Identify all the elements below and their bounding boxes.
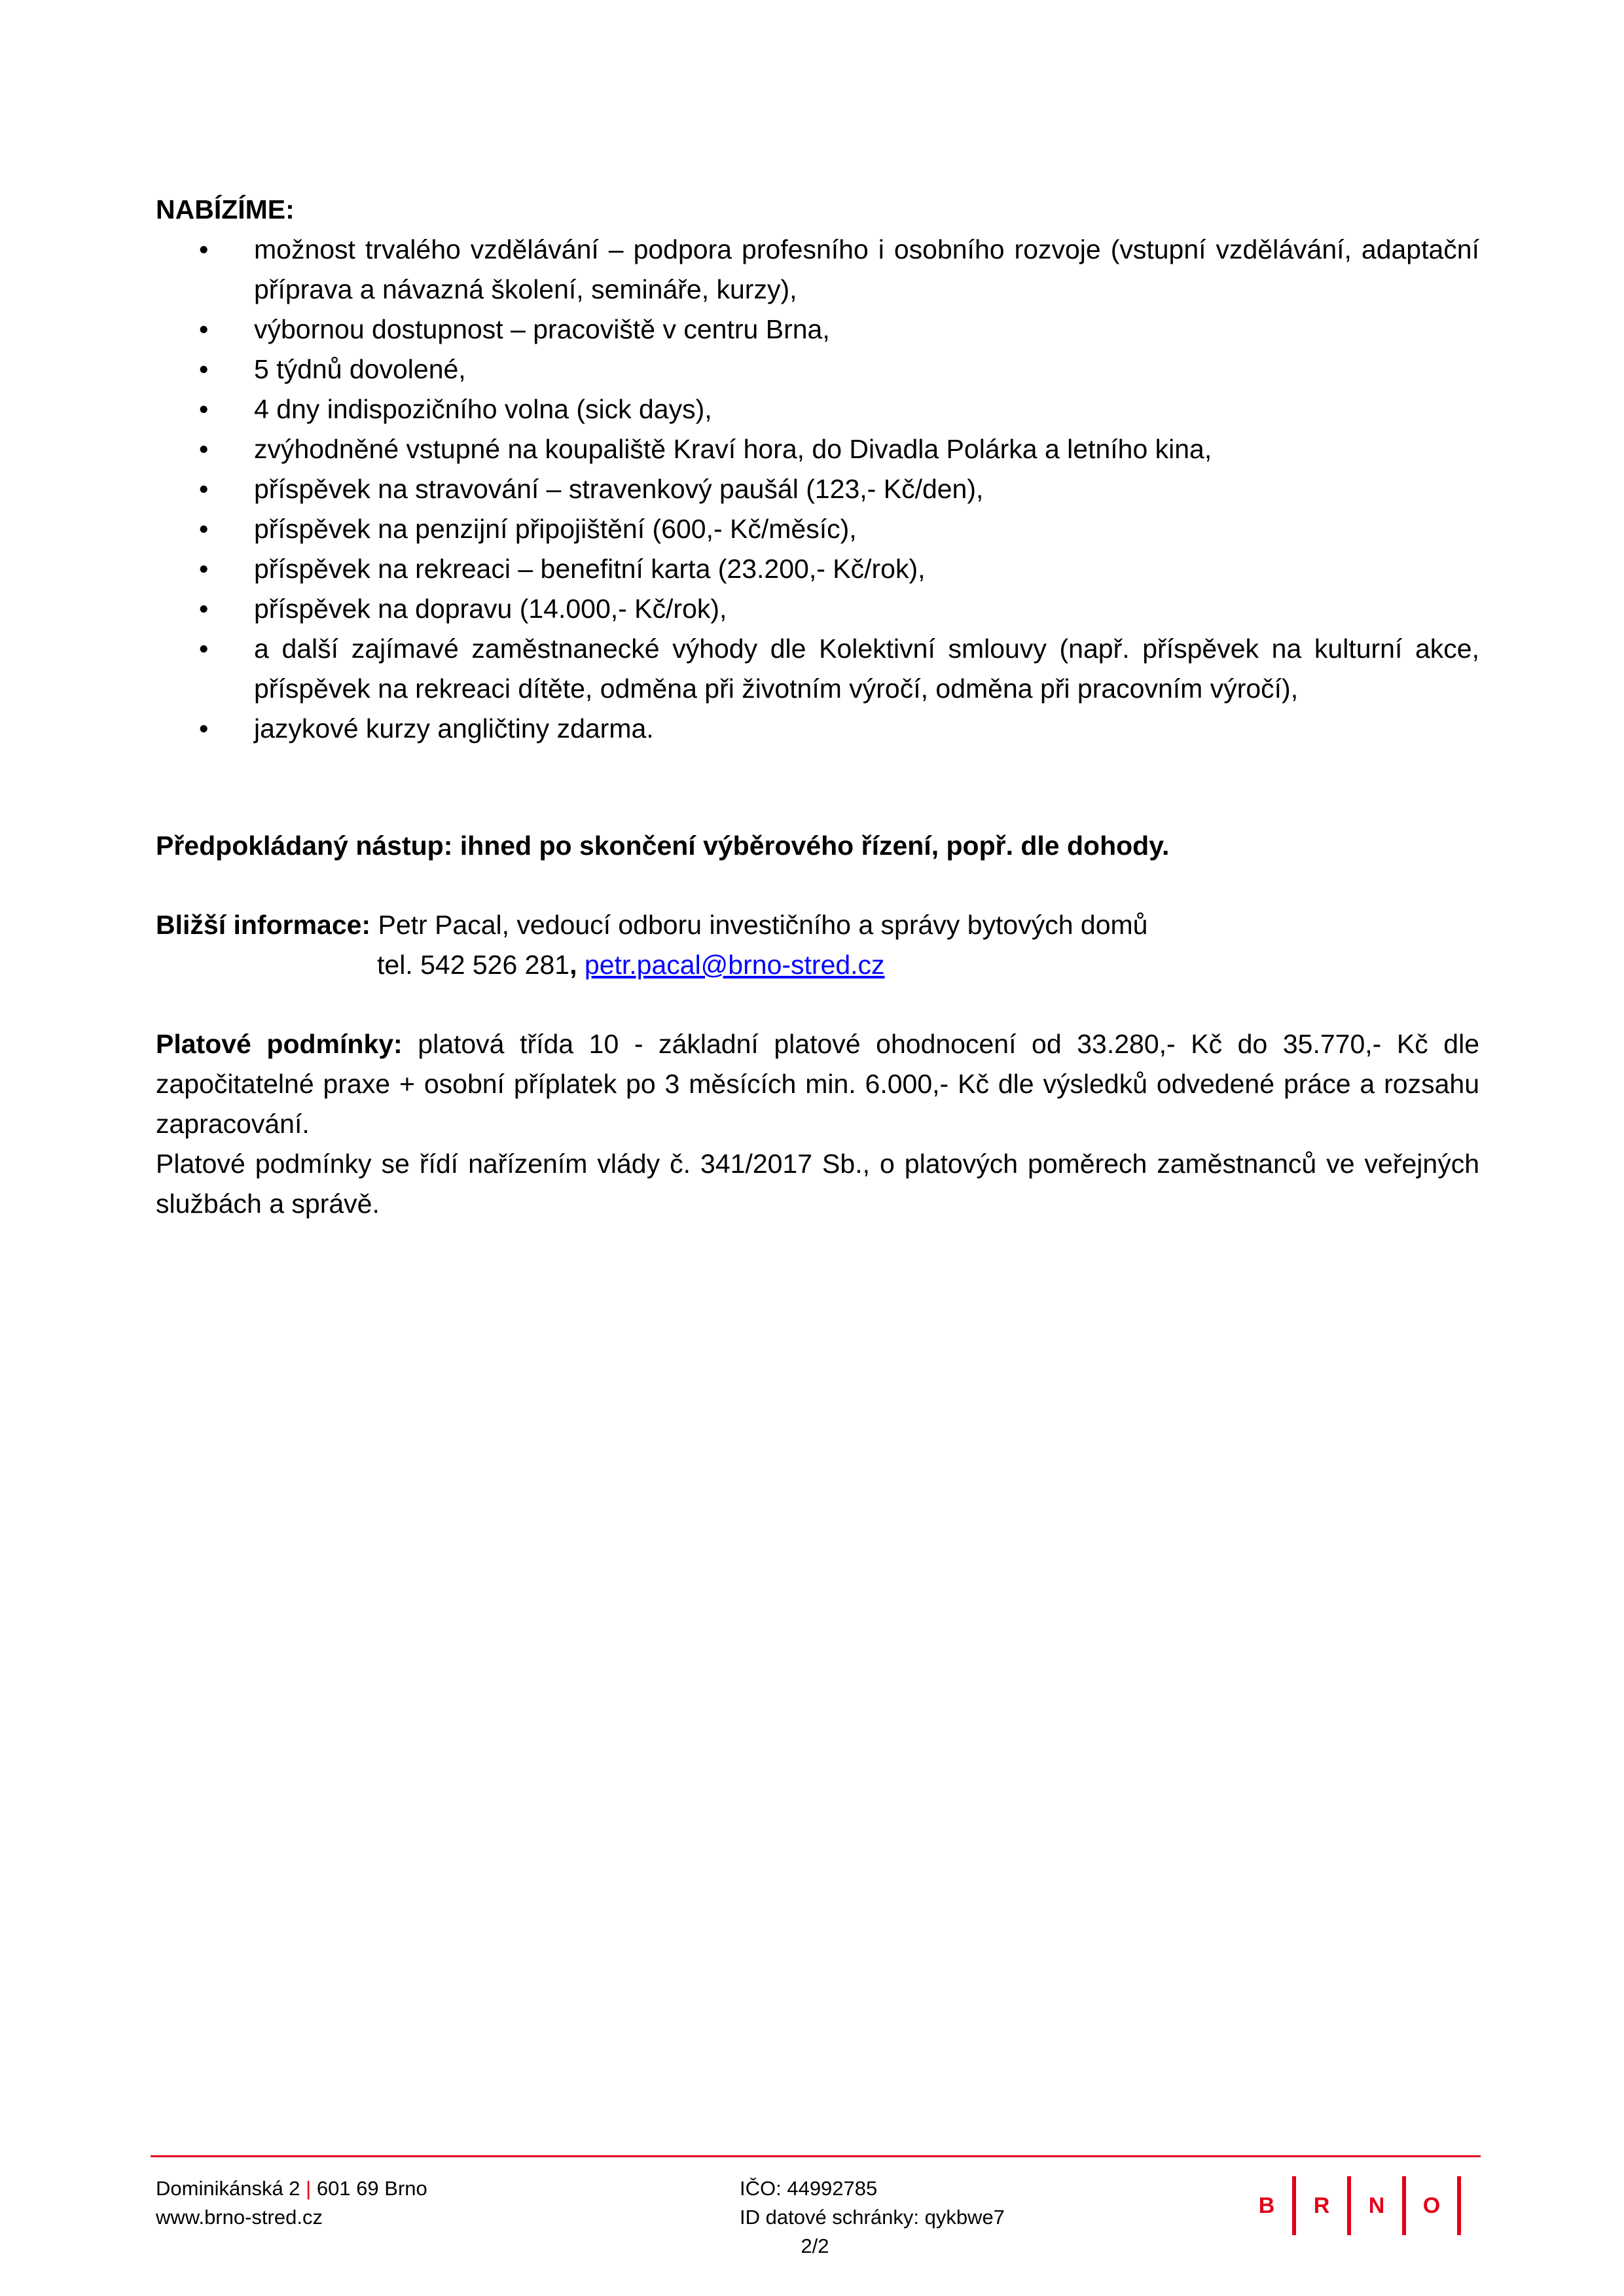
footer-divider bbox=[151, 2155, 1481, 2157]
footer-web: www.brno-stred.cz bbox=[156, 2206, 323, 2229]
bullet-icon: • bbox=[199, 474, 209, 504]
list-item bbox=[156, 310, 1479, 350]
contact-person: Petr Pacal, vedoucí odboru investičního a správy bytových domů bbox=[370, 910, 1148, 940]
list-item-text: příspěvek na stravování – stravenkový paušál (123,- Kč/den), bbox=[254, 474, 984, 504]
list-item bbox=[156, 629, 1479, 709]
logo-letter: O bbox=[1422, 2193, 1441, 2218]
footer-ico: IČO: 44992785 bbox=[740, 2177, 878, 2200]
list-item-text: možnost trvalého vzdělávání – podpora profesního i osobního rozvoje (vstupní vzdělávání, adaptační příprava a návazná školení, semináře, kurzy), bbox=[254, 234, 1479, 304]
benefits-list bbox=[156, 230, 1479, 749]
list-item bbox=[156, 509, 1479, 549]
list-item bbox=[156, 469, 1479, 509]
document-body bbox=[156, 190, 1479, 1224]
footer-address-line bbox=[156, 2174, 427, 2203]
list-item bbox=[156, 709, 1479, 749]
bullet-icon: • bbox=[199, 634, 209, 664]
list-item bbox=[156, 230, 1479, 310]
list-item-text: příspěvek na rekreaci – benefitní karta (23.200,- Kč/rok), bbox=[254, 554, 926, 584]
salary-section bbox=[156, 1024, 1479, 1144]
logo-letter: N bbox=[1368, 2193, 1385, 2218]
list-item-text: zvýhodněné vstupné na koupaliště Kraví hora, do Divadla Polárka a letního kina, bbox=[254, 434, 1212, 464]
salary-label: Platové podmínky: bbox=[156, 1029, 403, 1059]
offer-heading: NABÍZÍME: bbox=[156, 194, 295, 224]
footer-databox: ID datové schránky: qykbwe7 bbox=[740, 2206, 1005, 2229]
logo-bar bbox=[1457, 2176, 1461, 2235]
list-item bbox=[156, 589, 1479, 629]
list-item-text: příspěvek na dopravu (14.000,- Kč/rok), bbox=[254, 594, 727, 624]
list-item-text: 5 týdnů dovolené, bbox=[254, 354, 466, 384]
page-number: 2/2 bbox=[801, 2234, 829, 2257]
footer-address bbox=[156, 2174, 427, 2232]
start-date-paragraph: Předpokládaný nástup: ihned po skončení výběrového řízení, popř. dle dohody. bbox=[156, 831, 1170, 861]
bullet-icon: • bbox=[199, 234, 209, 264]
bullet-icon: • bbox=[199, 514, 209, 544]
list-item-text: příspěvek na penzijní připojištění (600,- Kč/měsíc), bbox=[254, 514, 857, 544]
list-item bbox=[156, 350, 1479, 389]
contact-phone: tel. 542 526 281 bbox=[377, 950, 570, 980]
bullet-icon: • bbox=[199, 594, 209, 624]
contact-details-line bbox=[156, 945, 1479, 985]
list-item bbox=[156, 549, 1479, 589]
list-item-text: 4 dny indispozičního volna (sick days), bbox=[254, 394, 712, 424]
brno-logo bbox=[1241, 2176, 1461, 2235]
bullet-icon: • bbox=[199, 394, 209, 424]
bullet-icon: • bbox=[199, 713, 209, 744]
footer-pipe: | bbox=[306, 2177, 312, 2200]
list-item-text: a další zajímavé zaměstnanecké výhody dle Kolektivní smlouvy (např. příspěvek na kulturní akce, příspěvek na rekreaci dítěte, odměna při životním výročí, odměna při pracovním výročí), bbox=[254, 634, 1479, 704]
list-item-text: výbornou dostupnost – pracoviště v centru Brna, bbox=[254, 314, 830, 344]
footer-city: 601 69 Brno bbox=[316, 2177, 427, 2200]
list-item bbox=[156, 389, 1479, 429]
salary-text: platová třída 10 - základní platové ohodnocení od 33.280,- Kč do 35.770,- Kč dle započitatelné praxe + osobní příplatek po 3 měsících min. 6.000,- Kč dle výsledků odvedené práce a rozsahu zapracování. bbox=[156, 1029, 1480, 1139]
bullet-icon: • bbox=[199, 434, 209, 464]
contact-separator: , bbox=[569, 950, 585, 980]
list-item-text: jazykové kurzy angličtiny zdarma. bbox=[254, 713, 654, 744]
logo-letter: R bbox=[1313, 2193, 1330, 2218]
contact-section bbox=[156, 905, 1479, 985]
contact-line bbox=[156, 905, 1479, 945]
list-item bbox=[156, 429, 1479, 469]
contact-label: Bližší informace: bbox=[156, 910, 371, 940]
bullet-icon: • bbox=[199, 354, 209, 384]
bullet-icon: • bbox=[199, 554, 209, 584]
contact-email-link[interactable]: petr.pacal@brno-stred.cz bbox=[584, 950, 885, 980]
salary-regulation: Platové podmínky se řídí nařízením vlády č. 341/2017 Sb., o platových poměrech zaměstnanců ve veřejných službách a správě. bbox=[156, 1149, 1479, 1219]
logo-letter: B bbox=[1258, 2193, 1275, 2218]
footer-street: Dominikánská 2 bbox=[156, 2177, 300, 2200]
footer-registration bbox=[740, 2174, 1005, 2232]
bullet-icon: • bbox=[199, 314, 209, 344]
